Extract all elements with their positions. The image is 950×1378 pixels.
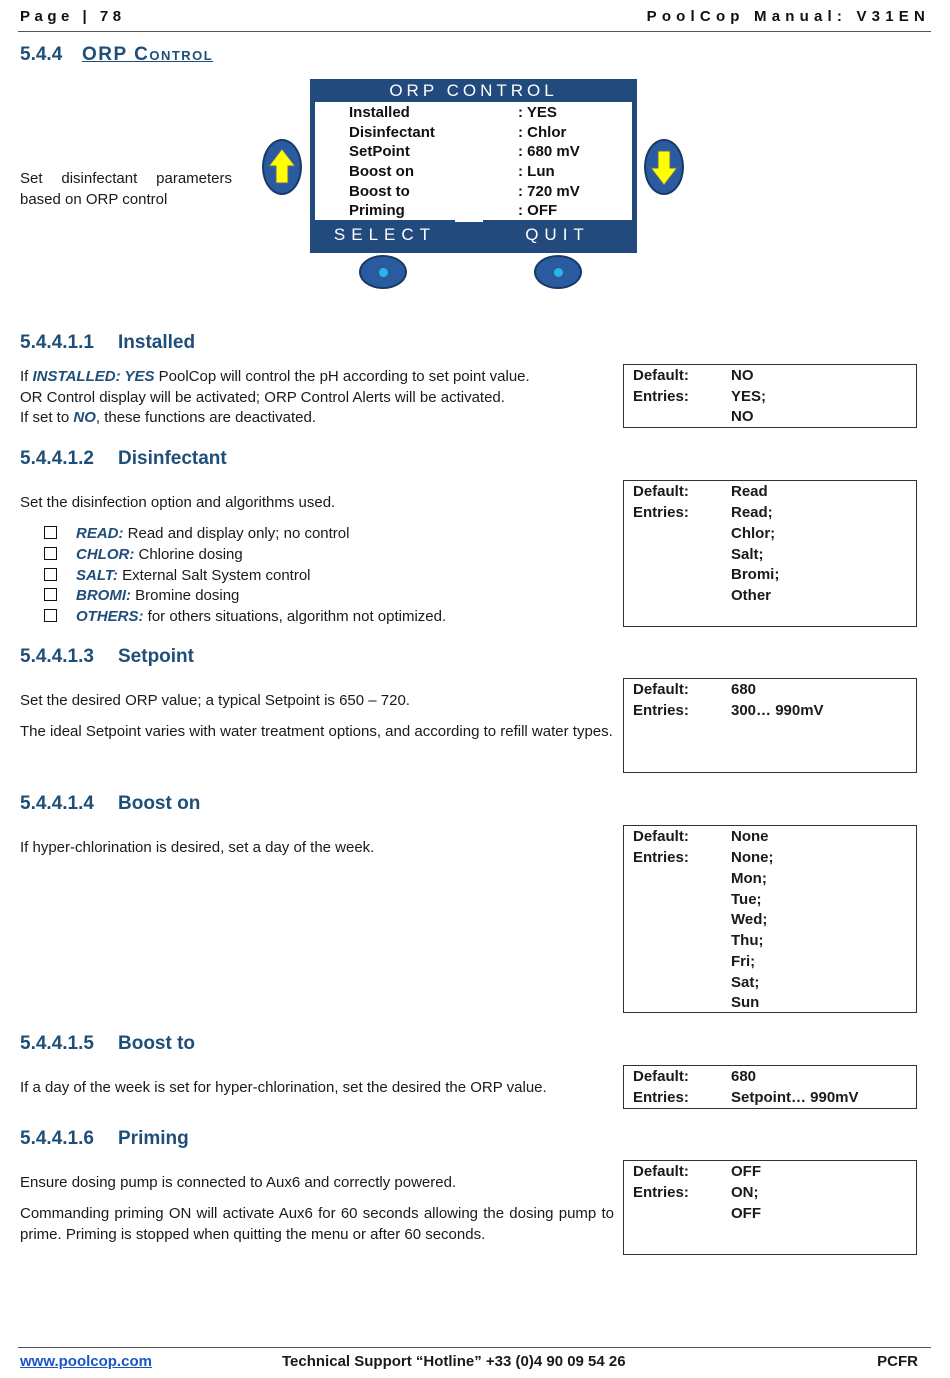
installed-text-1-pre: If: [20, 368, 33, 385]
entries-label: Entries:: [633, 849, 689, 866]
boost-on-text: If hyper-chlorination is desired, set a day of the week.: [20, 839, 375, 856]
entry-value: NO: [731, 408, 754, 425]
display-value-boost-to: : 720 mV: [518, 183, 580, 200]
default-label: Default:: [633, 1068, 689, 1085]
display-label-disinfectant: Disinfectant: [349, 124, 435, 141]
display-label-boost-on: Boost on: [349, 163, 414, 180]
quit-button-led: [554, 268, 563, 277]
entries-label: Entries:: [633, 388, 689, 405]
default-label: Default:: [633, 1163, 689, 1180]
setpoint-text-1: Set the desired ORP value; a typical Setpoint is 650 – 720.: [20, 692, 410, 709]
checkbox-bullet-icon: [44, 588, 57, 601]
priming-defaults-box: [623, 1160, 917, 1255]
setpoint-number: 5.4.4.1.3: [20, 646, 94, 667]
section-title: ORP Control: [82, 44, 214, 65]
entries-label: Entries:: [633, 1089, 689, 1106]
installed-text-2: OR Control display will be activated; ORP Control Alerts will be activated.: [20, 389, 505, 406]
bullet-text: Read and display only; no control: [123, 525, 350, 542]
list-item: [44, 544, 243, 565]
installed-heading: [20, 332, 195, 354]
default-label: Default:: [633, 828, 689, 845]
display-value-disinfectant: : Chlor: [518, 124, 567, 141]
entry-value: 300… 990mV: [731, 702, 824, 719]
entry-value: Sun: [731, 994, 760, 1011]
entry-value: Thu;: [731, 932, 764, 949]
installed-defaults-box: [623, 364, 917, 428]
boost-on-defaults-box: [623, 825, 917, 1013]
checkbox-bullet-icon: [44, 568, 57, 581]
checkbox-bullet-icon: [44, 547, 57, 560]
entry-value: Fri;: [731, 953, 756, 970]
display-label-installed: Installed: [349, 104, 410, 121]
arrow-down-icon: [646, 141, 682, 193]
display-label-priming: Priming: [349, 202, 405, 219]
display-value-setpoint: : 680 mV: [518, 143, 580, 160]
priming-title: Priming: [118, 1128, 189, 1149]
default-value: 680: [731, 681, 757, 698]
setpoint-title: Setpoint: [118, 646, 194, 667]
default-value: NO: [731, 367, 754, 384]
bullet-keyword: SALT:: [76, 567, 118, 584]
display-label-boost-to: Boost to: [349, 183, 410, 200]
boost-to-number: 5.4.4.1.5: [20, 1033, 94, 1054]
setpoint-heading: [20, 646, 194, 668]
bullet-keyword: READ:: [76, 525, 124, 542]
entry-value: Read;: [731, 504, 773, 521]
entry-value: Mon;: [731, 870, 767, 887]
default-value: 680: [731, 1068, 757, 1085]
bullet-text: External Salt System control: [117, 567, 311, 584]
display-title: ORP CONTROL: [389, 81, 558, 100]
display-value-priming: : OFF: [518, 202, 558, 219]
down-button[interactable]: [644, 139, 684, 195]
quit-softkey-label: QUIT: [483, 220, 632, 253]
boost-to-text: If a day of the week is set for hyper-chlorination, set the desired the ORP value.: [20, 1079, 547, 1096]
priming-number: 5.4.4.1.6: [20, 1128, 94, 1149]
section-number: 5.4.4: [20, 44, 63, 65]
installed-text-3: [20, 407, 614, 428]
entry-value: Wed;: [731, 911, 768, 928]
entries-label: Entries:: [633, 1184, 689, 1201]
list-item: [44, 585, 239, 606]
boost-on-heading: [20, 793, 200, 815]
installed-keyword: INSTALLED: YES: [32, 368, 155, 385]
default-label: Default:: [633, 681, 689, 698]
entry-value: Tue;: [731, 891, 762, 908]
entry-value: Other: [731, 587, 772, 604]
bullet-keyword: CHLOR:: [76, 546, 135, 563]
priming-heading: [20, 1128, 189, 1150]
bullet-text: Chlorine dosing: [134, 546, 243, 563]
quit-button[interactable]: [534, 255, 582, 289]
list-item: [44, 606, 446, 627]
entry-value: None;: [731, 849, 774, 866]
installed-no-keyword: NO: [73, 409, 96, 426]
page-number: Page | 78: [20, 8, 126, 25]
manual-title: PoolCop Manual: V31EN: [646, 8, 930, 25]
list-item: [44, 523, 349, 544]
entry-value: Sat;: [731, 974, 760, 991]
entries-label: Entries:: [633, 702, 689, 719]
installed-title: Installed: [118, 332, 196, 353]
select-button-led: [379, 268, 388, 277]
up-button[interactable]: [262, 139, 302, 195]
checkbox-bullet-icon: [44, 526, 57, 539]
disinfectant-heading: [20, 448, 227, 470]
bullet-keyword: OTHERS:: [76, 608, 144, 625]
select-softkey-label: SELECT: [315, 220, 455, 253]
boost-to-title: Boost to: [118, 1033, 196, 1054]
setpoint-text-2: The ideal Setpoint varies with water treatment options, and according to refill water types.: [20, 723, 613, 740]
section-heading: [20, 44, 213, 66]
entries-label: Entries:: [633, 504, 689, 521]
header-rule: [18, 31, 931, 32]
default-label: Default:: [633, 483, 689, 500]
default-label: Default:: [633, 367, 689, 384]
installed-text-1-post: PoolCop will control the pH according to set point value.: [154, 368, 530, 385]
website-link[interactable]: www.poolcop.com: [20, 1353, 152, 1370]
boost-on-number: 5.4.4.1.4: [20, 793, 94, 814]
disinfectant-number: 5.4.4.1.2: [20, 448, 94, 469]
select-button[interactable]: [359, 255, 407, 289]
list-item: [44, 565, 311, 586]
installed-text-3-pre: If set to: [20, 409, 74, 426]
setpoint-defaults-box: [623, 678, 917, 773]
display-value-installed: : YES: [518, 104, 557, 121]
priming-text-2: Commanding priming ON will activate Aux6 for 60 seconds allowing the dosing pump to prime. Priming is stopped when quitting the menu or after 60 seconds.: [20, 1205, 614, 1243]
default-value: Read: [731, 483, 768, 500]
entry-value: Bromi;: [731, 566, 780, 583]
entry-value: Salt;: [731, 546, 764, 563]
installed-number: 5.4.4.1.1: [20, 332, 94, 353]
footer-rule: [18, 1347, 931, 1348]
entry-value: OFF: [731, 1205, 761, 1222]
hotline-text: Technical Support “Hotline” +33 (0)4 90 09 54 26: [282, 1353, 626, 1370]
priming-text-1: Ensure dosing pump is connected to Aux6 and correctly powered.: [20, 1174, 457, 1191]
installed-text-1: [20, 366, 614, 387]
disinfectant-text: Set the disinfection option and algorithms used.: [20, 494, 336, 511]
entry-value: Setpoint… 990mV: [731, 1089, 859, 1106]
boost-to-defaults-box: [623, 1065, 917, 1109]
installed-text-3-post: , these functions are deactivated.: [95, 409, 316, 426]
display-value-boost-on: : Lun: [518, 163, 555, 180]
default-value: OFF: [731, 1163, 761, 1180]
default-value: None: [731, 828, 769, 845]
entry-value: YES;: [731, 388, 767, 405]
disinfectant-defaults-box: [623, 480, 917, 627]
boost-on-title: Boost on: [118, 793, 201, 814]
arrow-up-icon: [264, 141, 300, 193]
disinfectant-title: Disinfectant: [118, 448, 227, 469]
bullet-text: for others situations, algorithm not optimized.: [143, 608, 447, 625]
boost-to-heading: [20, 1033, 195, 1055]
footer-code: PCFR: [877, 1353, 918, 1370]
entry-value: Chlor;: [731, 525, 776, 542]
intro-text: Set disinfectant parameters based on ORP control: [20, 170, 232, 208]
bullet-text: Bromine dosing: [131, 587, 240, 604]
display-label-setpoint: SetPoint: [349, 143, 410, 160]
bullet-keyword: BROMI:: [76, 587, 131, 604]
checkbox-bullet-icon: [44, 609, 57, 622]
entry-value: ON;: [731, 1184, 759, 1201]
